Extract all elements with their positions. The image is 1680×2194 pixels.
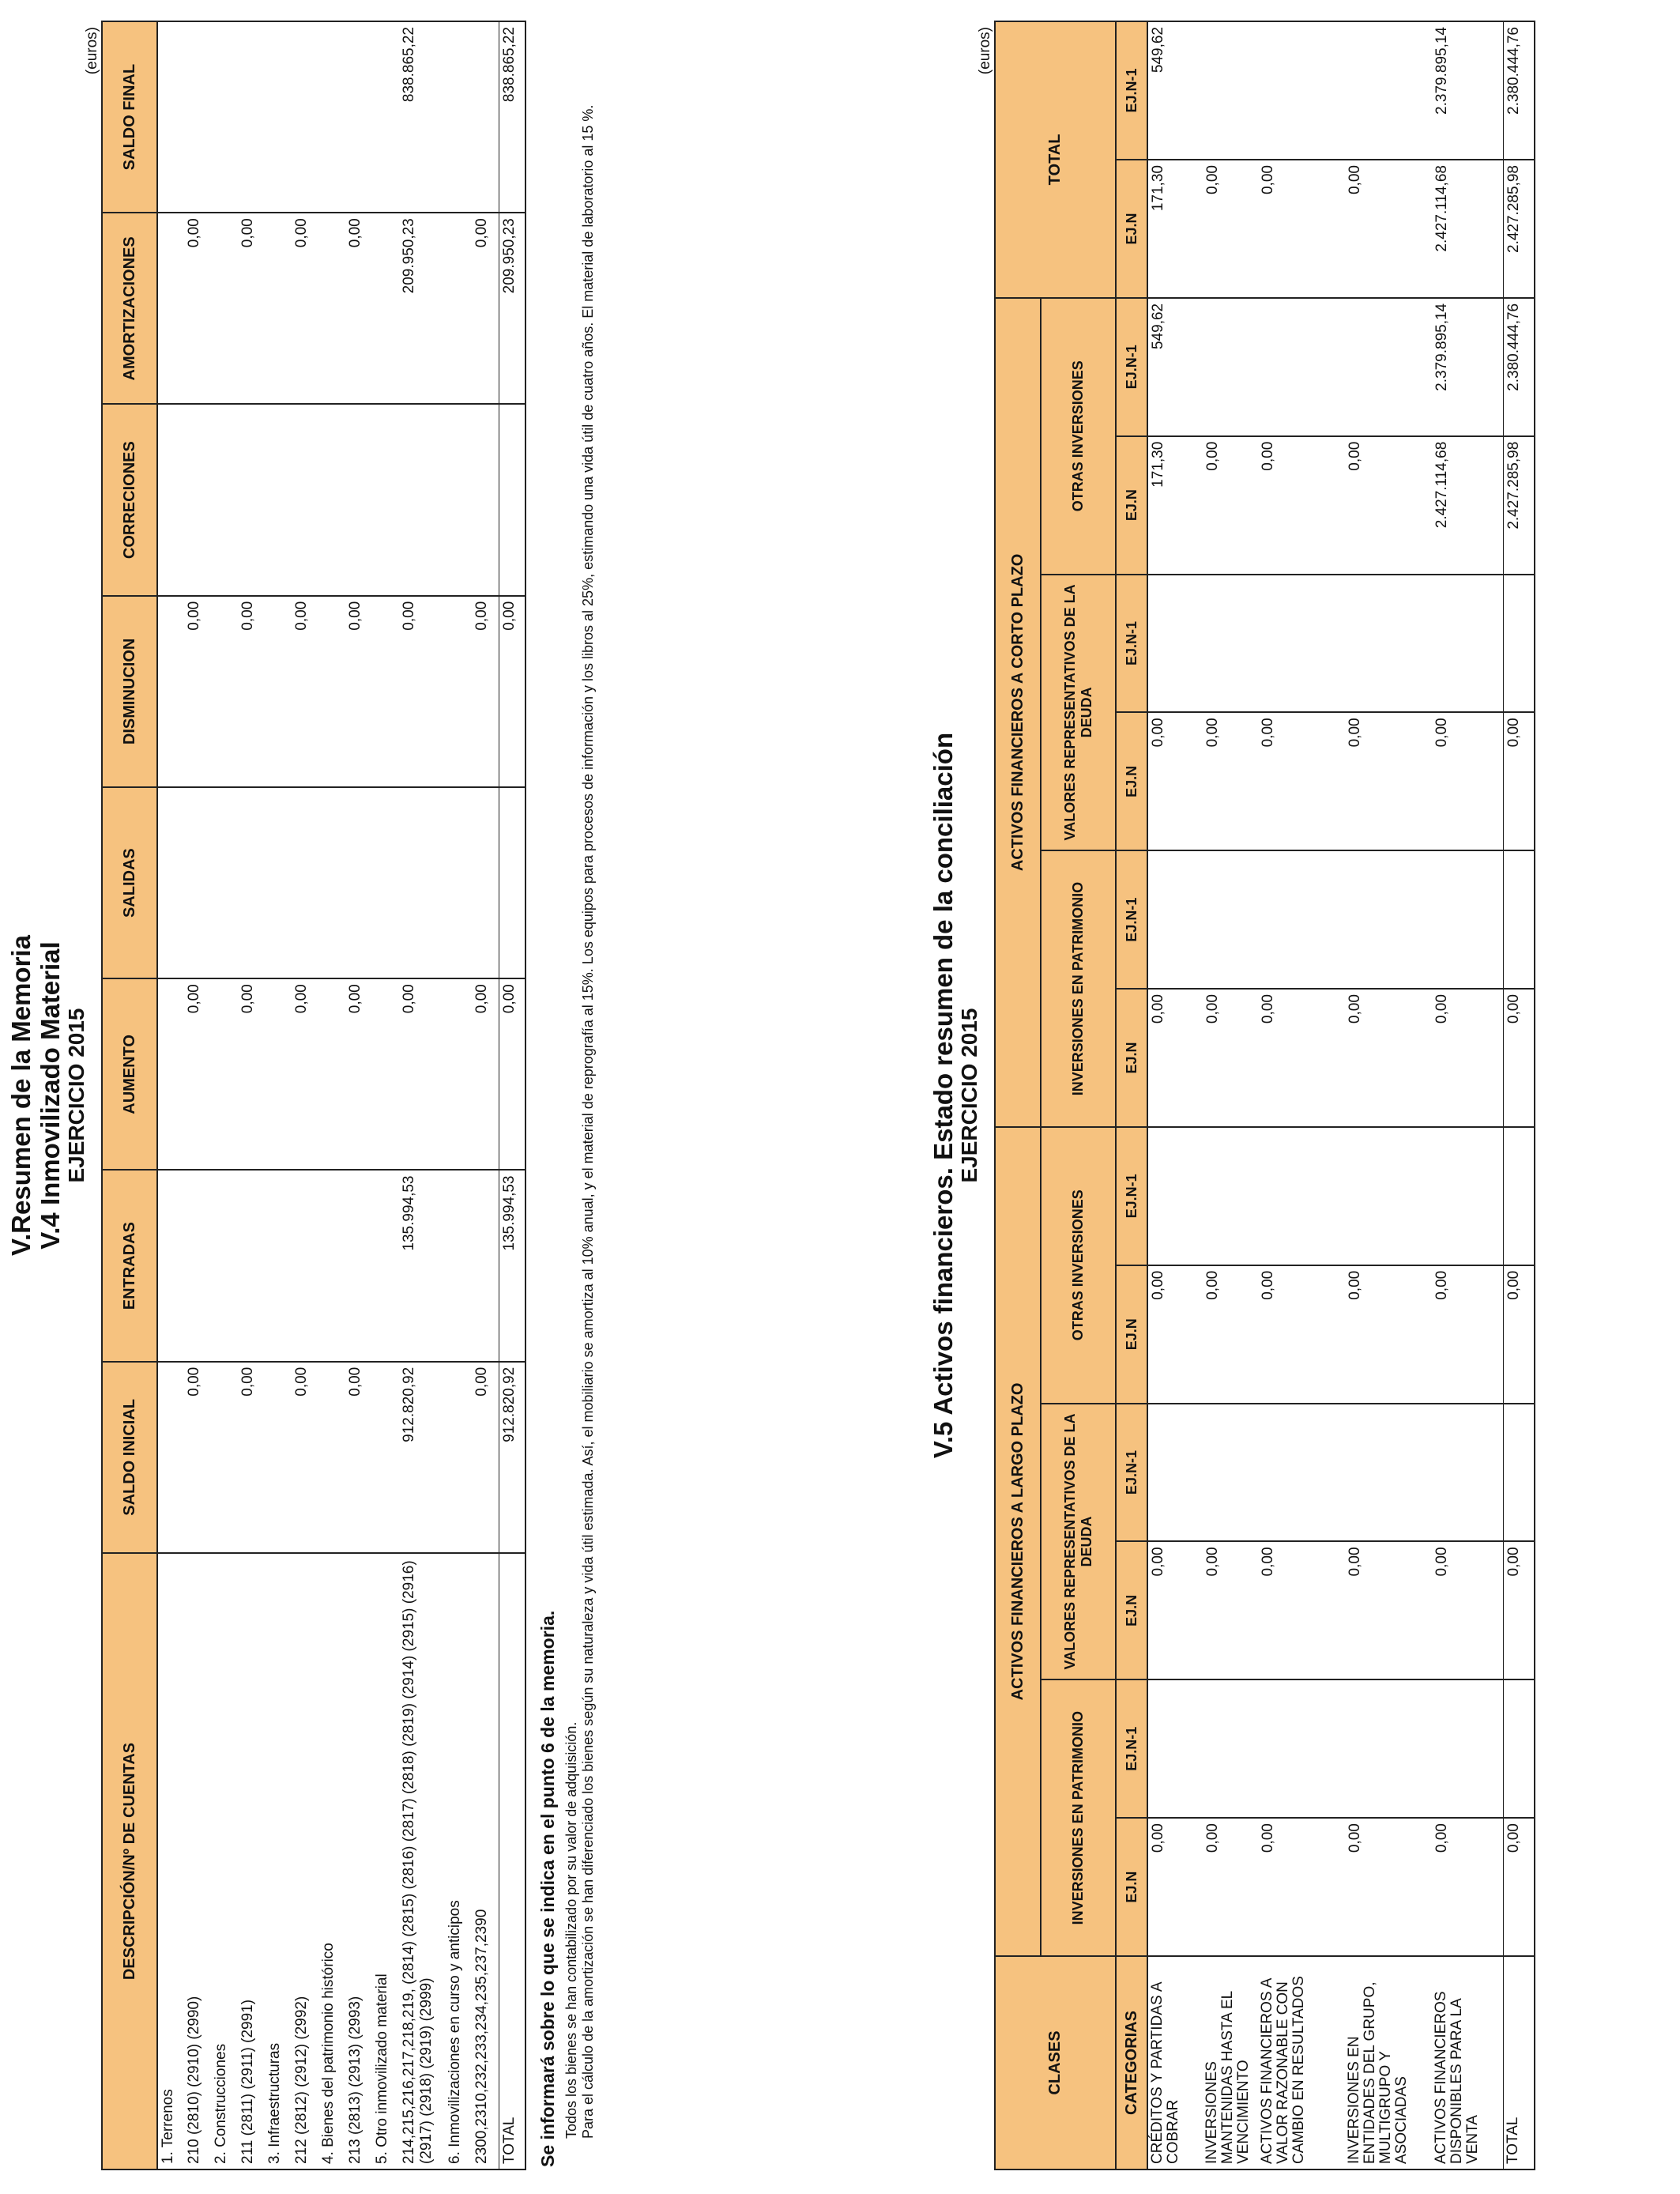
cell-value	[184, 1171, 211, 1362]
cell-value: 0,00	[1203, 1541, 1258, 1679]
cell-value	[184, 787, 211, 978]
cell-value	[345, 1171, 372, 1362]
cell-value	[445, 1171, 472, 1362]
header-ej-n: EJ.N	[1116, 160, 1147, 298]
header-ej-n: EJ.N	[1116, 436, 1147, 575]
cell-value: 0,00	[184, 596, 211, 787]
cell-value	[1258, 298, 1345, 436]
unit-label: (euros)	[84, 27, 100, 75]
header-ej-n: EJ.N	[1116, 1265, 1147, 1404]
table-row	[1203, 21, 1258, 2169]
cell-value	[372, 1171, 399, 1362]
cell-value	[238, 1171, 265, 1362]
cell-value	[1432, 575, 1503, 713]
cell-value: 0,00	[1258, 1265, 1345, 1404]
cell-value	[157, 21, 184, 213]
cell-value	[1503, 575, 1535, 713]
cell-value: 912.820,92	[499, 1362, 525, 1553]
cell-value	[292, 787, 318, 978]
cell-value	[157, 213, 184, 404]
table-row	[292, 21, 318, 2169]
cell-value	[1258, 575, 1345, 713]
cell-value: 0,00	[1432, 989, 1503, 1127]
cell-value: 2.379.895,14	[1432, 298, 1503, 436]
cell-value	[1203, 575, 1258, 713]
table-row	[1258, 21, 1345, 2169]
cell-value	[265, 213, 292, 404]
table-row	[399, 21, 445, 2169]
header-cp-valores: VALORES REPRESENTATIVOS DE LA DEUDA	[1041, 575, 1116, 851]
cell-value: 0,00	[1345, 436, 1432, 575]
table-row	[472, 21, 499, 2169]
cell-value: 0,00	[1203, 712, 1258, 850]
cell-value: 0,00	[184, 213, 211, 404]
cell-value: 0,00	[238, 596, 265, 787]
cell-value	[184, 405, 211, 596]
cell-value	[1258, 1404, 1345, 1542]
header-clases: CLASES	[995, 1956, 1116, 2169]
cell-value	[265, 1362, 292, 1553]
cell-value: 0,00	[472, 978, 499, 1170]
cell-value	[292, 21, 318, 213]
cell-value: 0,00	[238, 213, 265, 404]
cell-value: 0,00	[1258, 1818, 1345, 1956]
cell-value: 0,00	[1147, 989, 1203, 1127]
cell-value: 2.427.285,98	[1503, 160, 1535, 298]
table-row	[1503, 21, 1535, 2169]
cell-value	[472, 787, 499, 978]
header-lp-valores: VALORES REPRESENTATIVOS DE LA DEUDA	[1041, 1404, 1116, 1680]
cell-value	[238, 21, 265, 213]
row-description: 5. Otro inmovilizado material	[372, 1553, 399, 2169]
section-activos-financieros	[929, 21, 1535, 2170]
cell-value	[445, 213, 472, 404]
cell-value	[211, 1362, 238, 1553]
header-categorias: CATEGORIAS	[1116, 1956, 1147, 2169]
table-row	[238, 21, 265, 2169]
table-row	[265, 21, 292, 2169]
cell-value	[1147, 850, 1203, 989]
cell-value: 0,00	[1258, 1541, 1345, 1679]
header-col-1: SALDO INICIAL	[102, 1362, 157, 1553]
cell-value	[292, 405, 318, 596]
cell-value: 0,00	[1203, 1265, 1258, 1404]
cell-value	[211, 1171, 238, 1362]
cell-value	[1147, 1127, 1203, 1265]
ejercicio-subtitle: EJERCICIO 2015	[64, 1008, 89, 1183]
cell-value: 838.865,22	[399, 21, 445, 213]
cell-value: 0,00	[238, 1362, 265, 1553]
cell-value	[184, 21, 211, 213]
cell-value	[1345, 850, 1432, 989]
cell-value	[318, 787, 345, 978]
row-class: ACTIVOS FINANCIEROS A VALOR RAZONABLE CON CAMBIO EN RESULTADOS	[1258, 1956, 1345, 2169]
cell-value	[1432, 850, 1503, 989]
row-class: TOTAL	[1503, 1956, 1535, 2169]
cell-value	[372, 405, 399, 596]
cell-value	[1203, 21, 1258, 160]
cell-value: 135.994,53	[499, 1171, 525, 1362]
header-lp-inv-patrimonio: INVERSIONES EN PATRIMONIO	[1041, 1679, 1116, 1956]
row-class: CRÉDITOS Y PARTIDAS A COBRAR	[1147, 1956, 1203, 2169]
cell-value	[372, 787, 399, 978]
row-description: 2300,2310,232,233,234,235,237,2390	[472, 1553, 499, 2169]
cell-value	[445, 1362, 472, 1553]
cell-value: 0,00	[1432, 1541, 1503, 1679]
cell-value: 209.950,23	[399, 213, 445, 404]
note-text-1: Todos los bienes se han contabilizado por su valor de adquisición.	[563, 1721, 579, 2139]
cell-value	[1345, 575, 1432, 713]
table-row	[1147, 21, 1203, 2169]
cell-value: 0,00	[1203, 160, 1258, 298]
cell-value: 0,00	[345, 213, 372, 404]
cell-value: 0,00	[399, 596, 445, 787]
header-col-3: AUMENTO	[102, 978, 157, 1170]
cell-value	[157, 596, 184, 787]
table-row	[157, 21, 184, 2169]
cell-value: 2.427.285,98	[1503, 436, 1535, 575]
cell-value	[318, 978, 345, 1170]
cell-value: 0,00	[1345, 989, 1432, 1127]
cell-value	[1258, 1127, 1345, 1265]
cell-value: 0,00	[1147, 1265, 1203, 1404]
table-row	[318, 21, 345, 2169]
row-class: INVERSIONES EN ENTIDADES DEL GRUPO, MULTIGRUPO Y ASOCIADAS	[1345, 1956, 1432, 2169]
cell-value: 0,00	[1432, 712, 1503, 850]
cell-value	[1203, 298, 1258, 436]
cell-value	[1503, 1679, 1535, 1818]
row-description: 1. Terrenos	[157, 1553, 184, 2169]
cell-value	[211, 596, 238, 787]
cell-value	[1345, 1127, 1432, 1265]
cell-value: 171,30	[1147, 160, 1203, 298]
header-col-6: CORRECIONES	[102, 405, 157, 596]
cell-value: 2.380.444,76	[1503, 298, 1535, 436]
cell-value	[318, 596, 345, 787]
cell-value	[238, 787, 265, 978]
header-col-8: SALDO FINAL	[102, 21, 157, 213]
cell-value: 0,00	[1258, 712, 1345, 850]
cell-value	[211, 213, 238, 404]
cell-value	[265, 405, 292, 596]
cell-value: 912.820,92	[399, 1362, 445, 1553]
table-row	[1345, 21, 1432, 2169]
table-row	[372, 21, 399, 2169]
cell-value	[1345, 21, 1432, 160]
memoria-title: V.Resumen de la Memoria	[6, 935, 36, 1256]
note-bold: Se informará sobre lo que se indica en el punto 6 de la memoria.	[537, 1610, 558, 2167]
table-row	[211, 21, 238, 2169]
inmovilizado-title: V.4 Inmovilizado Material	[36, 941, 65, 1250]
activos-table	[994, 21, 1535, 2170]
header-corto-plazo: ACTIVOS FINANCIEROS A CORTO PLAZO	[995, 298, 1041, 1127]
cell-value: 0,00	[238, 978, 265, 1170]
cell-value: 0,00	[472, 213, 499, 404]
cell-value: 0,00	[1258, 436, 1345, 575]
cell-value: 0,00	[184, 978, 211, 1170]
cell-value: 0,00	[184, 1362, 211, 1553]
cell-value	[1203, 1679, 1258, 1818]
header-ej-n: EJ.N	[1116, 989, 1147, 1127]
cell-value: 0,00	[1432, 1818, 1503, 1956]
cell-value	[318, 1362, 345, 1553]
cell-value	[265, 1171, 292, 1362]
cell-value	[211, 978, 238, 1170]
header-lp-otras: OTRAS INVERSIONES	[1041, 1127, 1116, 1404]
cell-value	[1203, 850, 1258, 989]
cell-value	[318, 405, 345, 596]
cell-value	[372, 213, 399, 404]
cell-value: 2.380.444,76	[1503, 21, 1535, 160]
row-description: 214,215,216,217,218,219, (2814) (2815) (2816) (2817) (2818) (2819) (2914) (2915) (2916) (2917) (2918) (2919) (2999)	[399, 1553, 445, 2169]
cell-value	[1503, 1127, 1535, 1265]
cell-value	[318, 213, 345, 404]
cell-value	[399, 787, 445, 978]
row-description: 213 (2813) (2913) (2993)	[345, 1553, 372, 2169]
table-row	[445, 21, 472, 2169]
header-ej-n1: EJ.N-1	[1116, 298, 1147, 436]
cell-value: 549,62	[1147, 21, 1203, 160]
cell-value	[265, 21, 292, 213]
row-description: 3. Infraestructuras	[265, 1553, 292, 2169]
cell-value	[1503, 850, 1535, 989]
cell-value	[445, 405, 472, 596]
cell-value	[211, 405, 238, 596]
cell-value	[1147, 1679, 1203, 1818]
cell-value: 0,00	[472, 596, 499, 787]
row-description: 210 (2810) (2910) (2990)	[184, 1553, 211, 2169]
cell-value	[472, 405, 499, 596]
cell-value: 171,30	[1147, 436, 1203, 575]
header-col-4: SALIDAS	[102, 787, 157, 978]
table-row	[499, 21, 525, 2169]
header-ej-n1: EJ.N-1	[1116, 1404, 1147, 1542]
cell-value	[1258, 850, 1345, 989]
header-cp-inv-patrimonio: INVERSIONES EN PATRIMONIO	[1041, 850, 1116, 1127]
header-col-2: ENTRADAS	[102, 1171, 157, 1362]
cell-value	[372, 978, 399, 1170]
cell-value: 0,00	[1147, 712, 1203, 850]
cell-value: 0,00	[1345, 1818, 1432, 1956]
cell-value	[399, 405, 445, 596]
cell-value	[1147, 575, 1203, 713]
table-row	[1432, 21, 1503, 2169]
cell-value	[1258, 1679, 1345, 1818]
cell-value	[157, 978, 184, 1170]
cell-value	[157, 405, 184, 596]
cell-value	[1203, 1404, 1258, 1542]
header-ej-n: EJ.N	[1116, 1818, 1147, 1956]
cell-value	[238, 405, 265, 596]
header-ej-n: EJ.N	[1116, 712, 1147, 850]
cell-value	[1432, 1404, 1503, 1542]
cell-value	[1345, 1679, 1432, 1818]
row-class: INVERSIONES MANTENIDAS HASTA EL VENCIMIENTO	[1203, 1956, 1258, 2169]
cell-value	[445, 787, 472, 978]
cell-value	[157, 1171, 184, 1362]
header-ej-n: EJ.N	[1116, 1541, 1147, 1679]
cell-value	[372, 596, 399, 787]
cell-value: 0,00	[1203, 436, 1258, 575]
cell-value: 0,00	[499, 596, 525, 787]
cell-value	[345, 21, 372, 213]
cell-value	[292, 1171, 318, 1362]
ejercicio-header-row	[1116, 21, 1147, 2169]
header-col-0: DESCRIPCIÓN/Nº DE CUENTAS	[102, 1553, 157, 2169]
cell-value	[1258, 21, 1345, 160]
cell-value: 0,00	[1432, 1265, 1503, 1404]
cell-value	[472, 21, 499, 213]
cell-value: 0,00	[292, 596, 318, 787]
cell-value	[499, 405, 525, 596]
cell-value	[499, 787, 525, 978]
header-col-5: DISMINUCION	[102, 596, 157, 787]
cell-value	[345, 405, 372, 596]
cell-value: 2.427.114,68	[1432, 436, 1503, 575]
cell-value: 0,00	[292, 213, 318, 404]
cell-value	[372, 1362, 399, 1553]
table-header-row	[102, 21, 157, 2169]
header-ej-n1: EJ.N-1	[1116, 850, 1147, 989]
cell-value	[1345, 298, 1432, 436]
cell-value: 0,00	[1147, 1818, 1203, 1956]
header-ej-n1: EJ.N-1	[1116, 21, 1147, 160]
cell-value: 0,00	[1503, 989, 1535, 1127]
cell-value	[157, 787, 184, 978]
cell-value: 0,00	[1147, 1541, 1203, 1679]
cell-value	[345, 787, 372, 978]
cell-value: 0,00	[1503, 1265, 1535, 1404]
cell-value: 0,00	[1258, 160, 1345, 298]
cell-value	[1432, 1679, 1503, 1818]
cell-value: 2.379.895,14	[1432, 21, 1503, 160]
cell-value	[1503, 1404, 1535, 1542]
header-total: TOTAL	[995, 21, 1116, 298]
cell-value: 0,00	[1503, 712, 1535, 850]
cell-value	[1147, 1404, 1203, 1542]
cell-value: 0,00	[1203, 1818, 1258, 1956]
cell-value	[1203, 1127, 1258, 1265]
cell-value: 549,62	[1147, 298, 1203, 436]
row-class: ACTIVOS FINANCIEROS DISPONIBLES PARA LA VENTA	[1432, 1956, 1503, 2169]
cell-value	[265, 787, 292, 978]
cell-value	[472, 1171, 499, 1362]
cell-value: 135.994,53	[399, 1171, 445, 1362]
header-ej-n1: EJ.N-1	[1116, 575, 1147, 713]
cell-value: 0,00	[1345, 1541, 1432, 1679]
row-description: 211 (2811) (2911) (2991)	[238, 1553, 265, 2169]
cell-value: 0,00	[1203, 989, 1258, 1127]
cell-value: 0,00	[1503, 1541, 1535, 1679]
cell-value: 0,00	[399, 978, 445, 1170]
row-description: 212 (2812) (2912) (2992)	[292, 1553, 318, 2169]
cell-value	[265, 978, 292, 1170]
cell-value: 0,00	[345, 1362, 372, 1553]
cell-value: 209.950,23	[499, 213, 525, 404]
cell-value: 2.427.114,68	[1432, 160, 1503, 298]
cell-value: 0,00	[1258, 989, 1345, 1127]
cell-value	[157, 1362, 184, 1553]
row-description: TOTAL	[499, 1553, 525, 2169]
header-ej-n1: EJ.N-1	[1116, 1127, 1147, 1265]
activos-unit-label: (euros)	[977, 27, 993, 75]
cell-value	[265, 596, 292, 787]
cell-value: 0,00	[1345, 160, 1432, 298]
row-description: 4. Bienes del patrimonio histórico	[318, 1553, 345, 2169]
cell-value	[318, 1171, 345, 1362]
inmovilizado-table	[101, 21, 526, 2170]
cell-value: 838.865,22	[499, 21, 525, 213]
section-inmovilizado	[6, 21, 597, 2170]
row-description: 2. Construcciones	[211, 1553, 238, 2169]
cell-value: 0,00	[472, 1362, 499, 1553]
table-row	[345, 21, 372, 2169]
cell-value: 0,00	[345, 978, 372, 1170]
cell-value: 0,00	[499, 978, 525, 1170]
header-ej-n1: EJ.N-1	[1116, 1679, 1147, 1818]
cell-value	[1345, 1404, 1432, 1542]
header-col-7: AMORTIZACIONES	[102, 213, 157, 404]
cell-value: 0,00	[1345, 712, 1432, 850]
cell-value	[1432, 1127, 1503, 1265]
cell-value	[445, 978, 472, 1170]
cell-value	[211, 21, 238, 213]
cell-value	[445, 596, 472, 787]
note-text-2: Para el cálculo de la amortización se han diferenciado los bienes según su naturaleza y vida útil estimada. Así, el mobiliario se amortiza al 10% anual, y el material de reprografía al 15%. Los equipos para procesos de información y los libros al 25%, estimando una vida útil de cuatro años. El material de laboratorio al 15 %.	[580, 104, 596, 2139]
cell-value: 0,00	[292, 978, 318, 1170]
cell-value: 0,00	[1345, 1265, 1432, 1404]
cell-value	[372, 21, 399, 213]
cell-value: 0,00	[1503, 1818, 1535, 1956]
cell-value: 0,00	[292, 1362, 318, 1553]
cell-value	[211, 787, 238, 978]
header-cp-otras: OTRAS INVERSIONES	[1041, 298, 1116, 575]
activos-title: V.5 Activos financieros. Estado resumen de la conciliación	[929, 732, 958, 1459]
cell-value	[318, 21, 345, 213]
table-row	[184, 21, 211, 2169]
row-description: 6. Inmovilizaciones en curso y anticipos	[445, 1553, 472, 2169]
cell-value: 0,00	[345, 596, 372, 787]
activos-subtitle: EJERCICIO 2015	[957, 1008, 981, 1183]
cell-value	[445, 21, 472, 213]
header-largo-plazo: ACTIVOS FINANCIEROS A LARGO PLAZO	[995, 1127, 1041, 1956]
